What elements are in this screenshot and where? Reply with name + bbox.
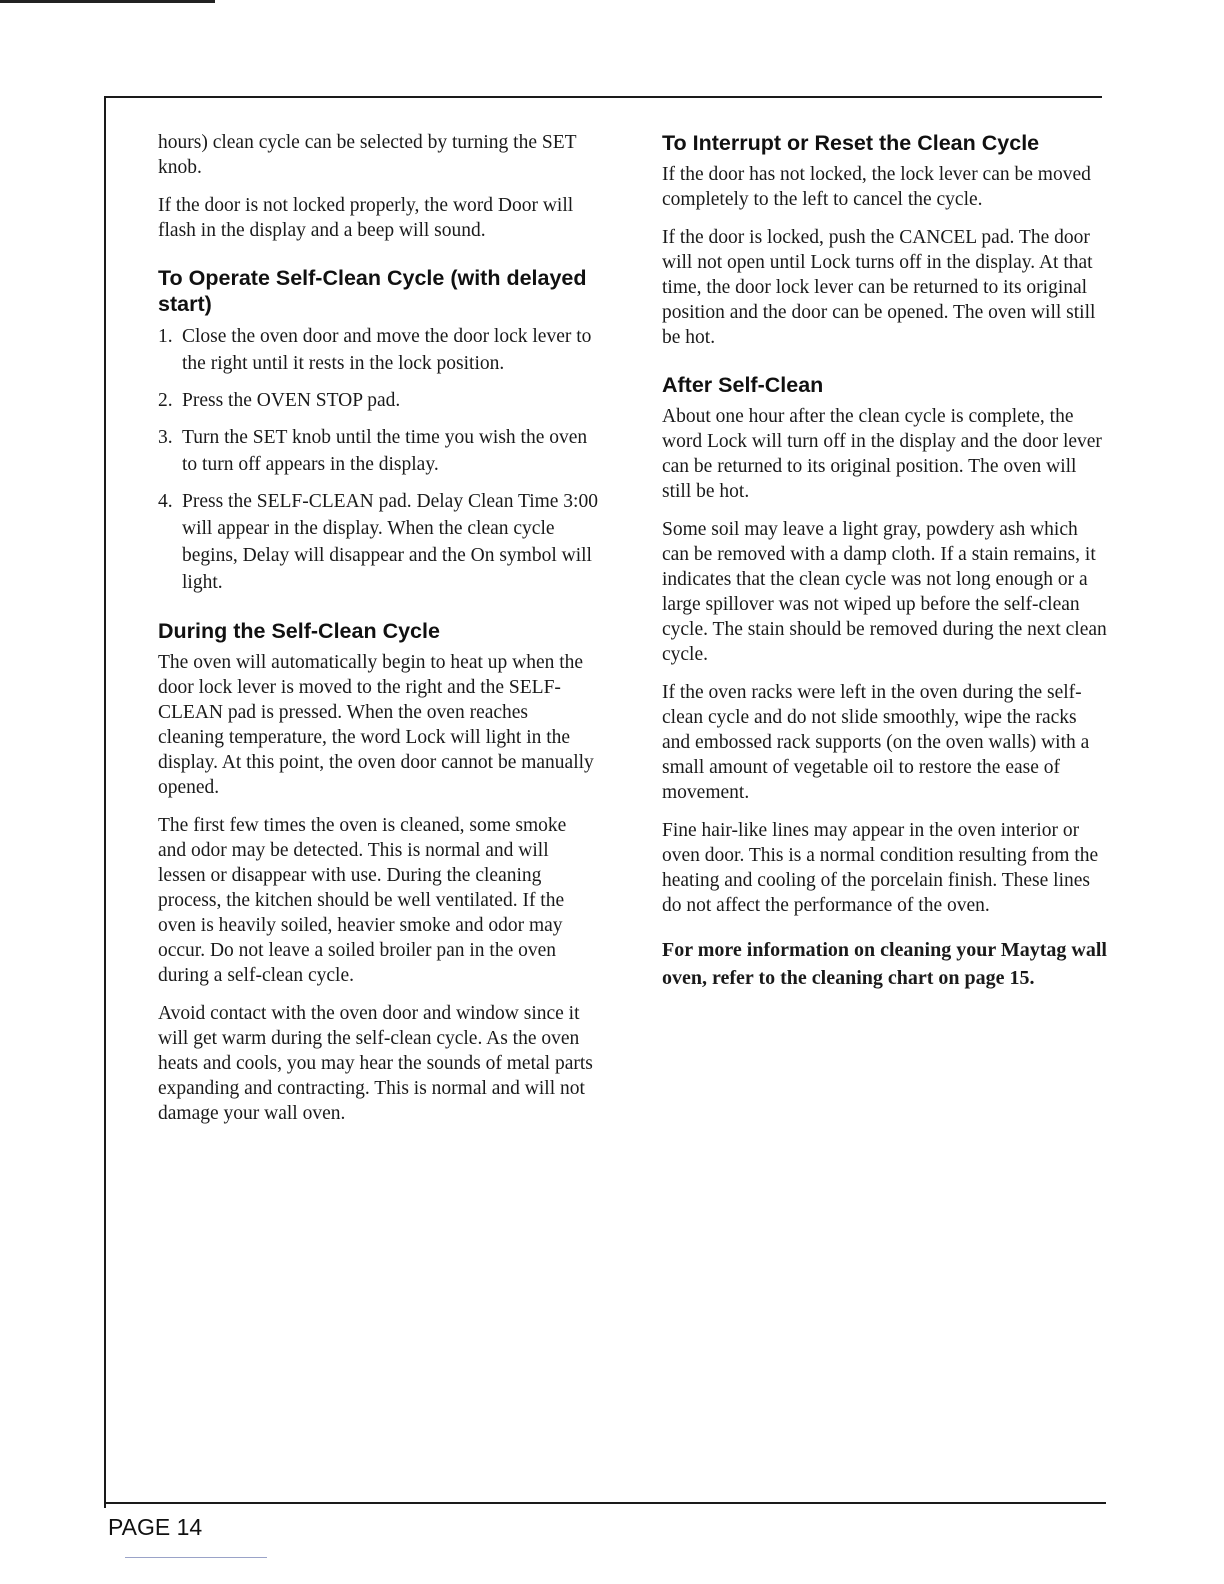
footer-underline xyxy=(125,1557,267,1558)
after-clean-heading: After Self-Clean xyxy=(662,373,824,397)
step-number: 3. xyxy=(158,427,173,448)
during-cycle-heading: During the Self-Clean Cycle xyxy=(158,619,440,643)
interrupt-heading: To Interrupt or Reset the Clean Cycle xyxy=(662,131,1040,155)
delayed-start-steps xyxy=(158,323,598,596)
right-column xyxy=(662,130,1107,1005)
after-paragraph: Some soil may leave a light gray, powdery ash which can be removed with a damp cloth. If a stain remains, it indicates that the clean cycle was not long enough or a large spillover was not wiped up before the self-clean cycle. The stain should be removed during the next clean cycle. xyxy=(662,519,1107,665)
frame-bottom-rule xyxy=(104,1502,1106,1504)
step-text: Turn the SET knob until the time you wish the oven to turn off appears in the display. xyxy=(182,427,588,475)
delayed-start-heading: To Operate Self-Clean Cycle (with delayed start) xyxy=(158,266,587,316)
step-number: 4. xyxy=(158,491,173,512)
frame-left-rule xyxy=(104,96,106,1508)
during-paragraph: The oven will automatically begin to heat up when the door lock lever is moved to the right and the SELF-CLEAN pad is pressed. When the oven reaches cleaning temperature, the word Lock will light in the display. At this point, the oven door cannot be manually opened. xyxy=(158,652,594,798)
more-info-note: For more information on cleaning your Maytag wall oven, refer to the cleaning chart on page 15. xyxy=(662,939,1107,989)
step-number: 1. xyxy=(158,326,173,347)
step-item xyxy=(158,323,598,377)
step-text: Press the SELF-CLEAN pad. Delay Clean Time 3:00 will appear in the display. When the clean cycle begins, Delay will disappear and the On symbol will light. xyxy=(182,491,598,593)
step-item xyxy=(158,424,598,478)
door-note-paragraph: If the door is not locked properly, the word Door will flash in the display and a beep will sound. xyxy=(158,195,574,241)
step-item xyxy=(158,488,598,596)
interrupt-paragraph: If the door is locked, push the CANCEL pad. The door will not open until Lock turns off in the display. At that time, the door lock lever can be returned to its original position and the door can be opened. The oven will still be hot. xyxy=(662,227,1096,348)
step-text: Close the oven door and move the door lock lever to the right until it rests in the lock position. xyxy=(182,326,592,374)
after-paragraph: Fine hair-like lines may appear in the oven interior or oven door. This is a normal condition resulting from the heating and cooling of the porcelain finish. These lines do not affect the performance of the oven. xyxy=(662,820,1099,916)
continuation-paragraph: hours) clean cycle can be selected by turning the SET knob. xyxy=(158,132,577,178)
scan-edge-mark xyxy=(0,0,215,3)
during-paragraph: Avoid contact with the oven door and window since it will get warm during the self-clean cycle. As the oven heats and cools, you may hear the sounds of metal parts expanding and contracting. This is normal and will not damage your wall oven. xyxy=(158,1003,593,1124)
step-number: 2. xyxy=(158,390,173,411)
after-paragraph: If the oven racks were left in the oven during the self-clean cycle and do not slide smoothly, wipe the racks and embossed rack supports (on the oven walls) with a small amount of vegetable oil to restore the ease of movement. xyxy=(662,682,1090,803)
during-paragraph: The first few times the oven is cleaned, some smoke and odor may be detected. This is normal and will lessen or disappear with use. During the cleaning process, the kitchen should be well ventilated. If the oven is heavily soiled, heavier smoke and odor may occur. Do not leave a soiled broiler pan in the oven during a self-clean cycle. xyxy=(158,815,567,986)
left-column xyxy=(158,130,598,1139)
page-number: PAGE 14 xyxy=(108,1514,203,1540)
after-paragraph: About one hour after the clean cycle is complete, the word Lock will turn off in the display and the door lever can be returned to its original position. The oven will still be hot. xyxy=(662,406,1102,502)
step-item xyxy=(158,387,598,414)
step-text: Press the OVEN STOP pad. xyxy=(182,390,401,411)
interrupt-paragraph: If the door has not locked, the lock lever can be moved completely to the left to cancel the cycle. xyxy=(662,164,1091,210)
frame-top-rule xyxy=(104,96,1102,98)
